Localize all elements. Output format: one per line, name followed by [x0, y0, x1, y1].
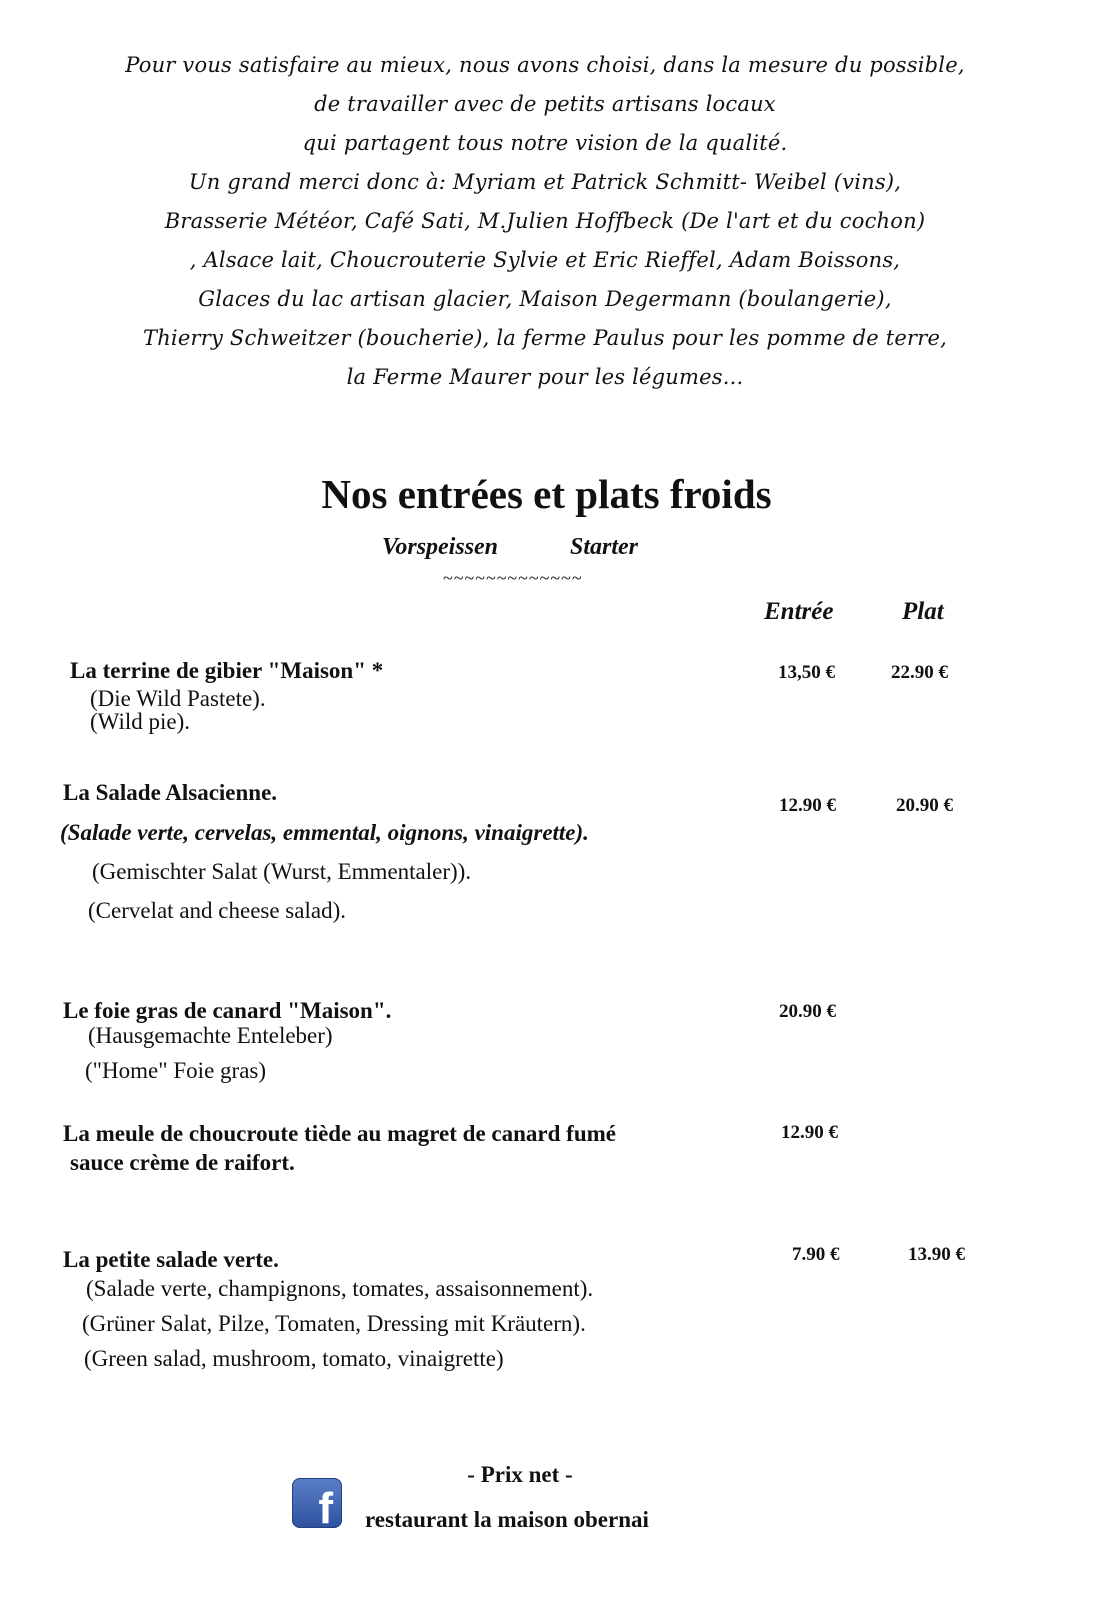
- section-title: Nos entrées et plats froids: [321, 471, 772, 517]
- intro-line: la Ferme Maurer pour les légumes...: [346, 365, 744, 389]
- item-name: Le foie gras de canard "Maison".: [63, 998, 392, 1023]
- intro-line: Glaces du lac artisan glacier, Maison Degermann (boulangerie),: [198, 287, 892, 311]
- intro-line: , Alsace lait, Choucrouterie Sylvie et Eric Rieffel, Adam Boissons,: [189, 248, 901, 272]
- item-translation-de: (Grüner Salat, Pilze, Tomaten, Dressing mit Kräutern).: [82, 1311, 586, 1336]
- subtitle-german: Vorspeissen: [382, 534, 499, 560]
- restaurant-name: restaurant la maison obernai: [365, 1507, 649, 1532]
- item-translation-de: (Hausgemachte Enteleber): [88, 1023, 333, 1048]
- item-name: La meule de choucroute tiède au magret de canard fumé: [63, 1121, 616, 1146]
- price-plat: 22.90 €: [891, 662, 948, 683]
- intro-line: Pour vous satisfaire au mieux, nous avons choisi, dans la mesure du possible,: [125, 53, 965, 77]
- price-entree: 12.90 €: [781, 1122, 838, 1143]
- column-header-plat: Plat: [902, 598, 944, 625]
- item-name-continued: sauce crème de raifort.: [70, 1150, 295, 1175]
- price-entree: 7.90 €: [792, 1244, 840, 1265]
- price-entree: 12.90 €: [779, 795, 836, 816]
- price-plat: 13.90 €: [908, 1244, 965, 1265]
- price-entree: 20.90 €: [779, 1001, 836, 1022]
- facebook-icon: [292, 1478, 342, 1528]
- intro-paragraph: [60, 46, 1030, 397]
- price-plat: 20.90 €: [896, 795, 953, 816]
- intro-line: Brasserie Météor, Café Sati, M.Julien Hoffbeck (De l'art et du cochon): [164, 209, 926, 233]
- item-name: La petite salade verte.: [63, 1247, 279, 1272]
- intro-line: qui partagent tous notre vision de la qualité.: [302, 131, 788, 155]
- item-translation-en: ("Home" Foie gras): [85, 1058, 267, 1083]
- item-translation-en: (Cervelat and cheese salad).: [88, 898, 346, 923]
- subtitle-english: Starter: [570, 534, 639, 560]
- column-header-entree: Entrée: [764, 598, 834, 625]
- item-translation-de: (Die Wild Pastete).: [90, 686, 266, 711]
- facebook-letter: f: [318, 1484, 333, 1528]
- item-description: (Salade verte, cervelas, emmental, oignons, vinaigrette).: [60, 820, 589, 845]
- intro-line: Thierry Schweitzer (boucherie), la ferme Paulus pour les pomme de terre,: [143, 326, 947, 350]
- prix-net-note: - Prix net -: [467, 1462, 573, 1487]
- price-entree: 13,50 €: [778, 662, 835, 683]
- item-translation-de: (Gemischter Salat (Wurst, Emmentaler)).: [92, 859, 472, 884]
- item-translation-en: (Green salad, mushroom, tomato, vinaigrette): [84, 1346, 504, 1371]
- intro-line: de travailler avec de petits artisans locaux: [314, 92, 776, 116]
- item-name: La Salade Alsacienne.: [63, 780, 278, 805]
- item-name: La terrine de gibier "Maison" *: [70, 658, 384, 683]
- item-translation-en: (Wild pie).: [90, 709, 190, 734]
- item-translation-fr: (Salade verte, champignons, tomates, assaisonnement).: [86, 1276, 594, 1301]
- intro-line: Un grand merci donc à: Myriam et Patrick Schmitt- Weibel (vins),: [188, 170, 902, 194]
- separator: ~~~~~~~~~~~~~: [443, 568, 583, 588]
